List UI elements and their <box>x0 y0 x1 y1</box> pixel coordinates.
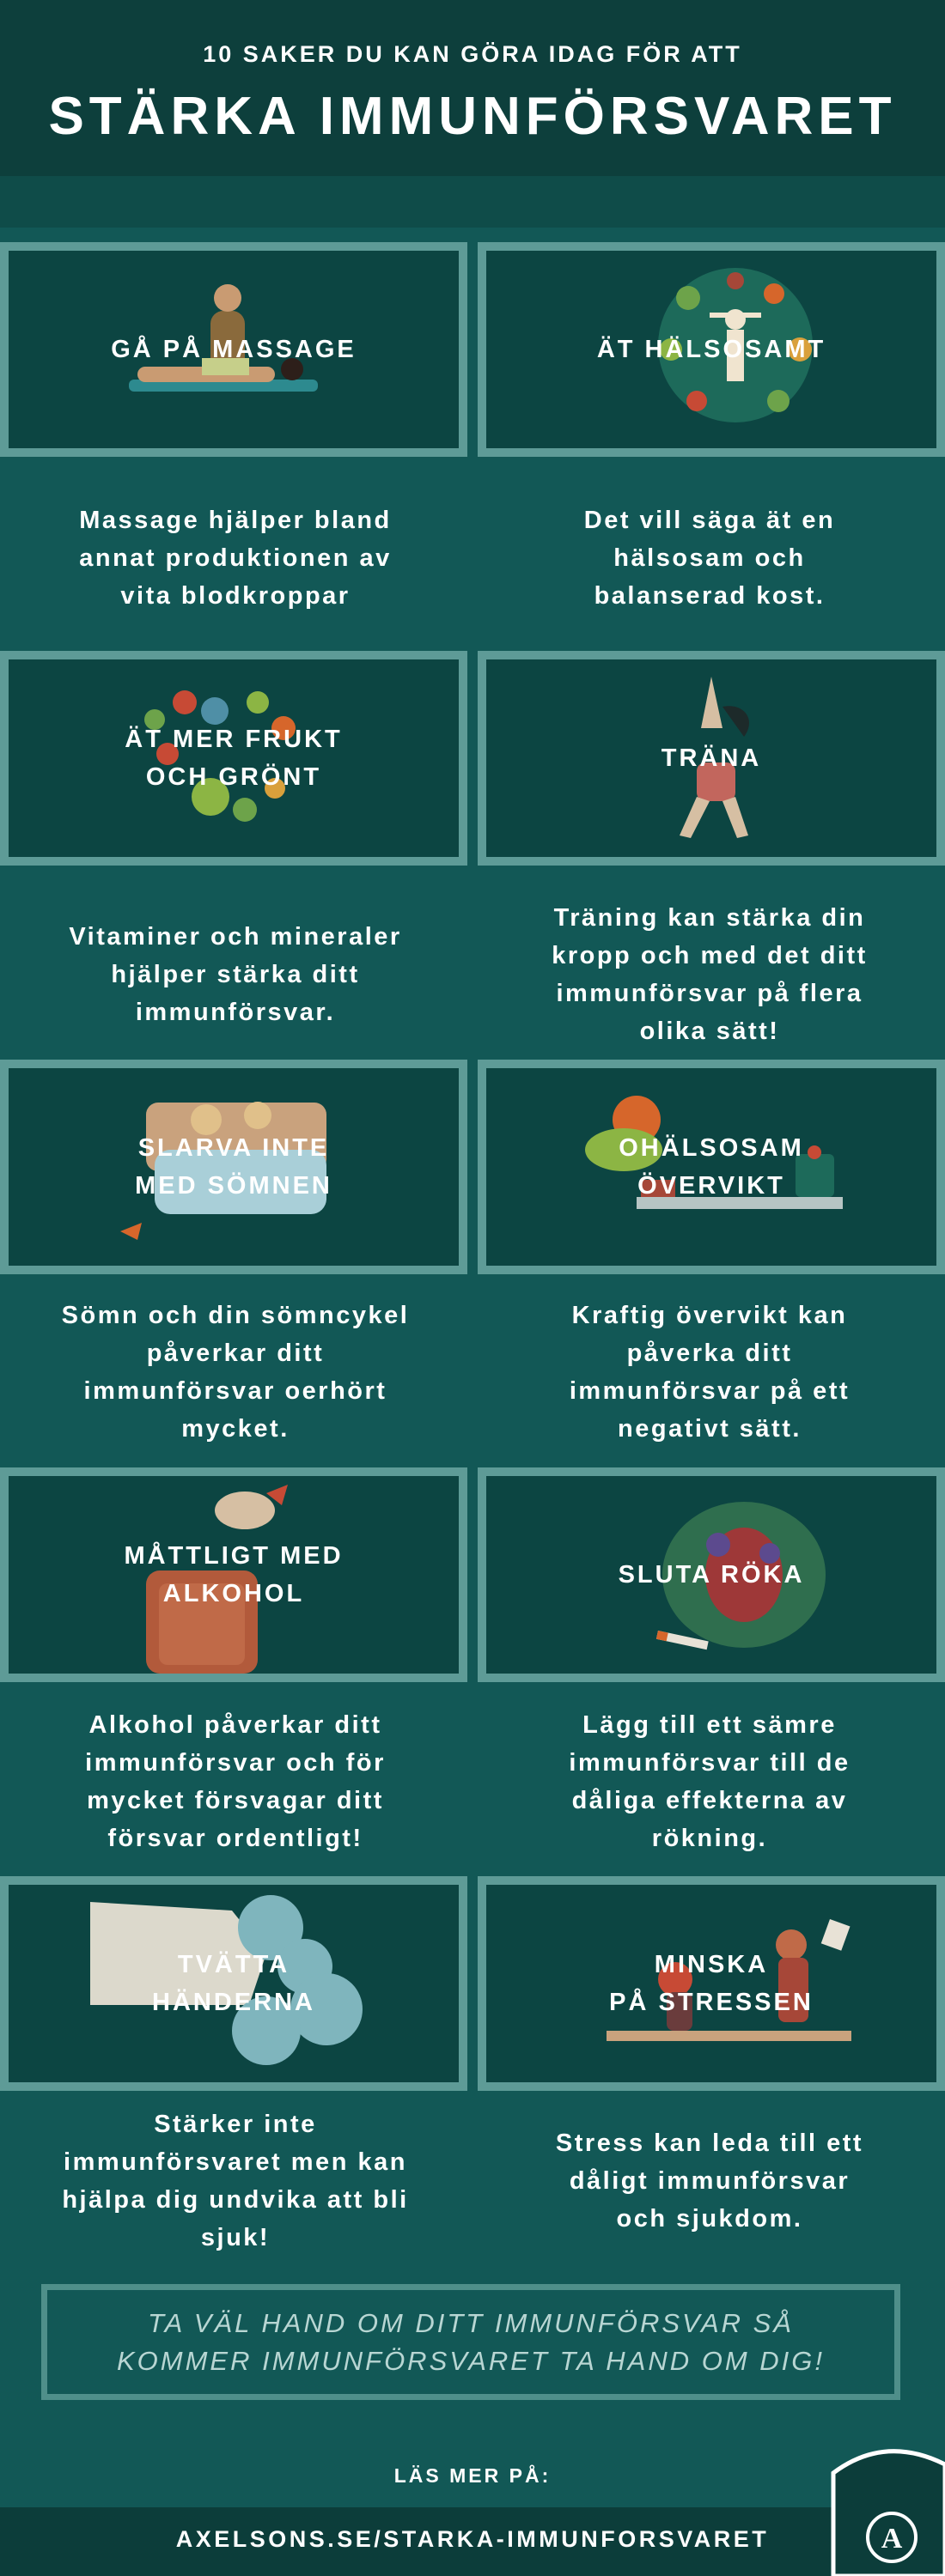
tip-title: TVÄTTA HÄNDERNA <box>152 1951 315 2016</box>
tip-title: TRÄNA <box>661 744 762 772</box>
tip-card-alcohol <box>0 1467 467 1682</box>
tip-description: Massage hjälper bland annat produktionen av vita blodkroppar <box>79 507 392 610</box>
tip-description: Alkohol påverkar ditt immunförsvar och för mycket försvagar ditt försvar ordentligt! <box>85 1711 386 1852</box>
tip-title: SLARVA INTE MED SÖMNEN <box>135 1134 332 1200</box>
read-more-label: LÄS MER PÅ: <box>393 2464 552 2487</box>
tip-title: SLUTA RÖKA <box>618 1561 805 1589</box>
tip-title: MÅTTLIGT MED ALKOHOL <box>124 1542 344 1607</box>
tip-description: Det vill säga ät en hälsosam och balanserad kost. <box>583 507 836 610</box>
tip-card-overweight <box>478 1060 945 1274</box>
closing-message: TA VÄL HAND OM DITT IMMUNFÖRSVAR SÅ KOMMER IMMUNFÖRSVARET TA HAND OM DIG! <box>41 2284 900 2400</box>
tip-card-stress <box>478 1876 945 2091</box>
footer-url-link[interactable]: AXELSONS.SE/STARKA-IMMUNFORSVARET <box>175 2526 770 2552</box>
header-stripe <box>0 176 945 228</box>
tip-description: Kraftig övervikt kan påverka ditt immunförsvar på ett negativt sätt. <box>569 1301 850 1443</box>
tip-card-massage <box>0 242 467 457</box>
tip-title: OHÄLSOSAM ÖVERVIKT <box>619 1134 804 1200</box>
tip-card-exercise <box>478 651 945 866</box>
tip-card-smoking <box>478 1467 945 1682</box>
tip-card-healthy <box>478 242 945 457</box>
tip-description: Sömn och din sömncykel påverkar ditt immunförsvar oerhört mycket. <box>61 1301 410 1443</box>
tip-description: Vitaminer och mineraler hjälper stärka ditt immunförsvar. <box>69 923 402 1026</box>
tip-card-fruit <box>0 651 467 866</box>
tip-title: MINSKA PÅ STRESSEN <box>609 1951 814 2016</box>
tip-description: Lägg till ett sämre immunförsvar till de dåliga effekterna av rökning. <box>569 1711 850 1852</box>
tip-title: GÅ PÅ MASSAGE <box>111 336 357 363</box>
tip-description: Träning kan stärka din kropp och med det ditt immunförsvar på flera olika sätt! <box>552 904 868 1045</box>
tip-description: Stärker inte immunförsvaret men kan hjälpa dig undvika att bli sjuk! <box>62 2111 409 2251</box>
tip-title: ÄT HÄLSOSAMT <box>596 336 826 363</box>
header <box>0 0 945 176</box>
tip-title: ÄT MER FRUKT OCH GRÖNT <box>125 726 343 791</box>
axelsons-logo-icon <box>825 2443 945 2576</box>
header-title: STÄRKA IMMUNFÖRSVARET <box>48 87 897 146</box>
header-subtitle: 10 SAKER DU KAN GÖRA IDAG FÖR ATT <box>203 41 742 67</box>
tip-card-handwash <box>0 1876 467 2091</box>
tip-card-sleep <box>0 1060 467 1274</box>
logo-letter: A <box>881 2523 903 2555</box>
tip-description: Stress kan leda till ett dåligt immunförsvar och sjukdom. <box>555 2129 864 2233</box>
